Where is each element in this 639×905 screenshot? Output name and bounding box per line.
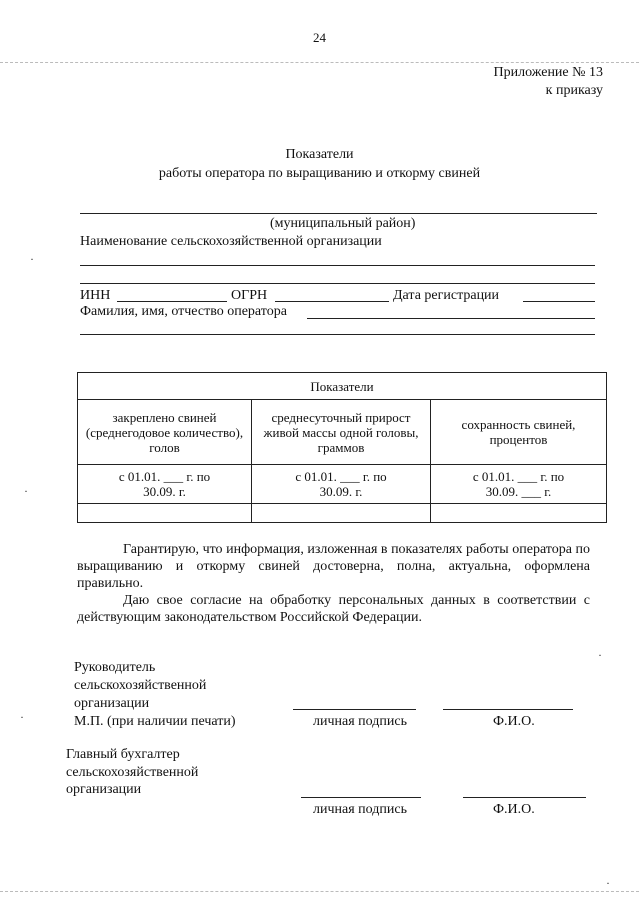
inn-label: ИНН bbox=[80, 288, 111, 303]
operator-fio-field[interactable] bbox=[307, 318, 595, 319]
annex-line-2: к приказу bbox=[545, 83, 603, 98]
ogrn-label: ОГРН bbox=[231, 288, 268, 303]
period-to-3: 30.09. ___ г. bbox=[485, 484, 552, 499]
accountant-fio-line[interactable] bbox=[463, 797, 586, 798]
head-signature-caption: личная подпись bbox=[313, 714, 407, 729]
period-from-2: с 01.01. ___ г. по bbox=[295, 469, 387, 484]
scan-speck: · bbox=[606, 876, 610, 890]
value-cell-2[interactable] bbox=[252, 504, 431, 523]
value-cell-3[interactable] bbox=[431, 504, 607, 523]
head-title-line-3: организации bbox=[74, 696, 150, 711]
operator-fio-underline-2[interactable] bbox=[80, 334, 595, 335]
scan-speck: · bbox=[24, 484, 28, 498]
period-from-3: с 01.01. ___ г. по bbox=[472, 469, 565, 484]
scan-speck: · bbox=[30, 252, 34, 266]
reg-date-label: Дата регистрации bbox=[393, 288, 500, 303]
ogrn-field[interactable] bbox=[275, 301, 389, 302]
head-title-line-1: Руководитель bbox=[74, 660, 156, 675]
accountant-signature-caption: личная подпись bbox=[313, 802, 407, 817]
scan-speck: · bbox=[20, 710, 24, 724]
guarantee-text: Гарантирую, что информация, изложенная в показателях работы оператора по выращиванию и откорму свиней достоверна, полна, актуальна, оформлена правильно. bbox=[77, 542, 590, 591]
accountant-title-line-2: сельскохозяйственной bbox=[66, 765, 199, 780]
column-pigs-count: закреплено свиней (среднегодовое количество), голов bbox=[78, 400, 252, 465]
head-fio-line[interactable] bbox=[443, 709, 573, 710]
annex-reference bbox=[494, 64, 604, 100]
period-to-1: 30.09. г. bbox=[143, 484, 186, 499]
consent-text: Даю свое согласие на обработку персональных данных в соответствии с действующим законодательством Российской Федерации. bbox=[77, 593, 590, 625]
annex-line-1: Приложение № 13 bbox=[493, 65, 603, 80]
district-underline[interactable] bbox=[80, 213, 597, 214]
document-subtitle: работы оператора по выращиванию и откорму свиней bbox=[158, 166, 481, 181]
head-signature-line[interactable] bbox=[293, 709, 416, 710]
operator-fio-label: Фамилия, имя, отчество оператора bbox=[80, 304, 287, 319]
head-title-line-2: сельскохозяйственной bbox=[74, 678, 207, 693]
indicators-table bbox=[77, 372, 607, 523]
district-caption: (муниципальный район) bbox=[270, 216, 416, 231]
scan-speck: · bbox=[598, 648, 602, 662]
column-survival-rate: сохранность свиней, процентов bbox=[431, 400, 607, 465]
period-cell-3[interactable] bbox=[431, 465, 607, 504]
consent-paragraph bbox=[77, 592, 590, 626]
period-cell-1[interactable] bbox=[78, 465, 252, 504]
inn-field[interactable] bbox=[117, 301, 227, 302]
table-header: Показатели bbox=[78, 373, 607, 400]
period-to-2: 30.09. г. bbox=[319, 484, 363, 499]
accountant-signature-line[interactable] bbox=[301, 797, 421, 798]
guarantee-paragraph bbox=[77, 541, 590, 592]
accountant-fio-caption: Ф.И.О. bbox=[493, 802, 535, 817]
scan-edge-bottom bbox=[0, 891, 639, 892]
page-number: 24 bbox=[313, 30, 326, 45]
value-cell-1[interactable] bbox=[78, 504, 252, 523]
period-cell-2[interactable] bbox=[252, 465, 431, 504]
scan-edge-top bbox=[0, 62, 639, 63]
reg-date-field[interactable] bbox=[523, 301, 595, 302]
column-daily-gain: среднесуточный прирост живой массы одной головы, граммов bbox=[252, 400, 431, 465]
period-from-1: с 01.01. ___ г. по bbox=[118, 469, 211, 484]
accountant-title-line-1: Главный бухгалтер bbox=[66, 747, 180, 762]
accountant-title-line-3: организации bbox=[66, 782, 142, 797]
org-name-underline-2[interactable] bbox=[80, 283, 595, 284]
document-title: Показатели bbox=[285, 147, 354, 162]
org-name-label: Наименование сельскохозяйственной организации bbox=[80, 234, 382, 249]
head-fio-caption: Ф.И.О. bbox=[493, 714, 535, 729]
org-name-underline-1[interactable] bbox=[80, 265, 595, 266]
stamp-note: М.П. (при наличии печати) bbox=[74, 714, 236, 729]
